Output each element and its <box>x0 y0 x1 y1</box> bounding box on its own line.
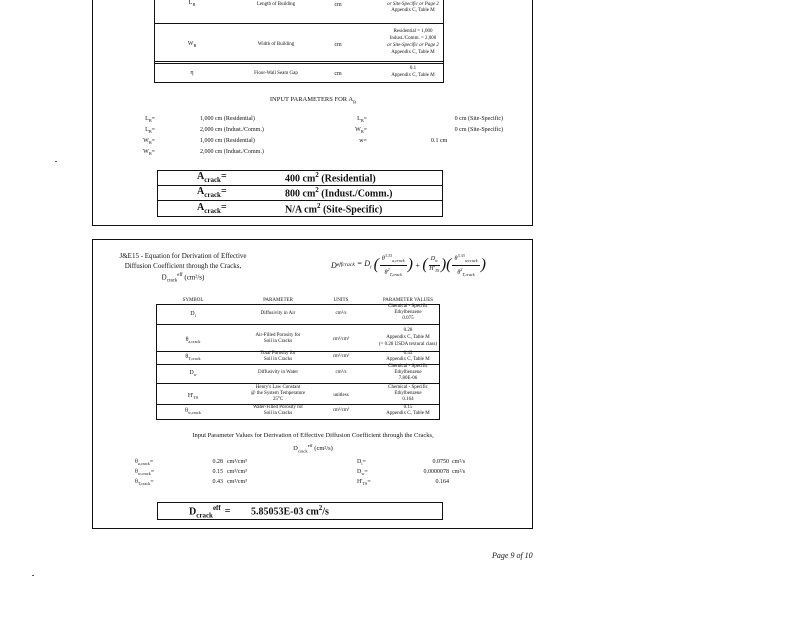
page-section-building-parameters <box>92 0 533 226</box>
table-row-symbol: $\theta_{a,crack}$ <box>185 337 201 345</box>
input2-left-sym-2: $\theta_{T,crack}=$ <box>135 479 154 487</box>
table-row-value: 0.15 <box>403 405 413 410</box>
table-row-units: unitless <box>333 393 349 398</box>
input-right-sym-1: $W_B=$ <box>355 127 367 135</box>
input-right-sym-0: $L_B=$ <box>357 116 367 124</box>
table-row-value: Chemical - Specific <box>388 364 428 369</box>
table-row-parameter: Soil in Cracks <box>263 339 293 344</box>
table-row-symbol: $\theta_{w,crack}$ <box>185 408 201 416</box>
table-row-value: Ethylbenzene <box>394 370 422 375</box>
input2-right-val-2: 0.164 <box>435 479 449 485</box>
param-width-of-building: Width of Building <box>257 42 295 47</box>
table-row-value: Appendix C, Table M <box>386 335 430 340</box>
input-left-val-0: 1,000 cm (Residential) <box>200 116 255 122</box>
input-left-sym-3: $W_B=$ <box>143 149 155 157</box>
input-values-title: Input Parameter Values for Derivation of Effective Diffusion Coefficient through the Cracks, <box>192 432 434 439</box>
input-left-val-1: 2,000 cm (Indust./Comm.) <box>200 127 264 133</box>
input-right-val-0: 0 cm (Site-Specific) <box>454 116 503 122</box>
table-row-units: cm³/cm³ <box>332 354 350 359</box>
table-row-parameter: @ the System Temperature <box>250 391 306 396</box>
table-row-units: cm²/s <box>335 311 347 316</box>
table-row-value: Chemical - Specific <box>388 385 428 390</box>
result-deff-label: $D_{crack}^{eff}$ = <box>189 504 231 520</box>
input2-right-sym-1: $D_w=$ <box>357 469 368 477</box>
table-row-parameter: Soil in Cracks <box>263 357 293 362</box>
input-left-val-2: 1,000 cm (Residential) <box>200 138 255 144</box>
input2-left-unit-2: cm³/cm³ <box>227 479 247 485</box>
value-wb-3: or Site-Specific or Page 2 <box>387 43 439 48</box>
table-row-value: 0.164 <box>402 397 414 402</box>
input2-left-sym-1: $\theta_{w,crack}=$ <box>135 469 155 477</box>
value-wb-4: Appendix C, Table M <box>391 50 435 55</box>
input-right-sym-2: w= <box>359 138 367 144</box>
input2-left-sym-0: $\theta_{a,crack}=$ <box>135 459 154 467</box>
param-floor-wall-seam-gap: Floor-Wall Seam Gap <box>254 71 298 76</box>
table-row-parameter: Soil in Cracks <box>263 411 293 416</box>
heading-line-3: $D_{crack}^{eff}$ (cm²/s) <box>161 273 205 284</box>
table-row-value: Appendix C, Table M <box>386 411 430 416</box>
result-label-1: $A_{crack}=$ <box>197 186 227 199</box>
header-parameter: PARAMETER <box>263 298 293 303</box>
input-params-title: INPUT PARAMETERS FOR $A_B$ <box>269 96 357 105</box>
input2-right-unit-1: cm²/s <box>452 469 466 475</box>
heading-line-2: Diffusion Coefficient through the Cracks, <box>124 262 242 270</box>
value-lb-3: Appendix C, Table M <box>391 8 435 13</box>
input2-right-unit-0: cm²/s <box>452 459 466 465</box>
input-right-val-2: 0.1 cm <box>431 138 448 144</box>
value-wb-1: Residential = 1,000 <box>393 29 433 34</box>
symbol-lb: $L_B$ <box>188 0 196 8</box>
table-row-symbol: $H'_{TS}$ <box>187 393 199 401</box>
header-symbol: SYMBOL <box>182 298 204 303</box>
table-row-value: Ethylbenzene <box>394 391 422 396</box>
input2-right-val-1: 0.0000078 <box>423 469 449 475</box>
table-row-value: 0.43 <box>403 351 413 356</box>
input-values-title-2: $D_{crack}^{eff}$ (cm²/s) <box>293 443 333 454</box>
header-units: UNITS <box>333 298 349 303</box>
table-row-value: 7.80E-06 <box>398 376 418 381</box>
diffusion-equation: D eff crack = $D_i$ ( $\frac{\theta^{3.33}_{a,crack}}{\theta^2_{T,crack}}$ ) + ( $\frac{D_w}{H'_{TS}}$ ) ( $\frac{\theta^{3.33}_{w,crack}}{\theta^2_{T,crack}}$ ) <box>331 253 486 277</box>
table-row-value: Ethylbenzene <box>394 310 422 315</box>
input2-left-val-1: 0.15 <box>212 469 223 475</box>
result-label-2: $A_{crack}=$ <box>197 202 227 215</box>
header-parameter-values: PARAMETER VALUES <box>382 298 434 303</box>
result-value-0: 400 $cm^2$ (Residential) <box>285 171 376 185</box>
table-row-parameter: Diffusivity in Water <box>258 370 298 375</box>
table-row-value: (= 0.28 USDA textural class) <box>378 342 438 347</box>
table-row-parameter: Total Porosity for <box>260 351 296 356</box>
page-section-effective-diffusion <box>92 239 533 529</box>
table-row-value: 0.28 <box>403 328 413 333</box>
input2-left-val-2: 0.43 <box>212 479 223 485</box>
units-eta: cm <box>334 71 342 77</box>
input2-left-unit-1: cm³/cm³ <box>227 469 247 475</box>
table-row-symbol: $D_i$ <box>190 311 196 319</box>
table-row-units: cm³/cm³ <box>332 408 350 413</box>
value-wb-2: Indust./Comm. = 2,000 <box>389 36 437 41</box>
table-row-parameter: Henry's Law Constant <box>255 385 301 390</box>
input2-left-val-0: 0.28 <box>212 459 223 465</box>
table-row-parameter: 25°C <box>272 397 284 402</box>
table-row-parameter: Air-Filled Porosity for <box>255 333 301 338</box>
table-row-parameter: Diffusivity in Air <box>260 311 296 316</box>
input2-right-val-0: 0.0750 <box>432 459 449 465</box>
value-eta-1: 0.1 <box>409 66 417 71</box>
value-eta-2: Appendix C, Table M <box>391 73 435 78</box>
table-row-value: Chemical - Specific <box>388 304 428 309</box>
heading-line-1: J&E15 - Equation for Derivation of Effective <box>119 252 247 260</box>
result-value-1: 800 $cm^2$ (Indust./Comm.) <box>285 186 393 200</box>
input2-right-sym-0: $D_i=$ <box>357 459 366 467</box>
table-row-symbol: $D_w$ <box>189 370 197 378</box>
result-label-0: $A_{crack}=$ <box>197 171 227 184</box>
input-left-sym-2: $W_B=$ <box>143 138 155 146</box>
table-row-parameter: Water-Filled Porosity for <box>252 405 304 410</box>
page-number: Page 9 of 10 <box>492 551 533 560</box>
symbol-wb: $W_B$ <box>187 41 197 49</box>
input2-left-unit-0: cm³/cm³ <box>227 459 247 465</box>
result-deff-value: 5.85053E-03 $cm^2/s$ <box>251 504 329 518</box>
symbol-eta: η <box>190 70 194 76</box>
param-length-of-building: Length of Building <box>256 2 296 7</box>
input2-right-sym-2: $H'_{TS}=$ <box>357 479 371 487</box>
input-left-val-3: 2,000 cm (Indust./Comm.) <box>200 149 264 155</box>
input-left-sym-0: $L_B=$ <box>145 116 155 124</box>
table-row-symbol: $\theta_{T,crack}$ <box>185 354 201 362</box>
units-lb: cm <box>334 2 342 8</box>
input-left-sym-1: $L_B=$ <box>145 127 155 135</box>
table-row-units: cm²/s <box>335 370 347 375</box>
result-value-2: N/A $cm^2$ (Site-Specific) <box>285 202 383 216</box>
table-row-value: 0.075 <box>402 316 414 321</box>
value-lb-2: or Site-Specific or Page 2 <box>387 2 439 7</box>
table-row-units: cm³/cm³ <box>332 337 350 342</box>
table-row-value: Appendix C, Table M <box>386 357 430 362</box>
units-wb: cm <box>334 42 342 48</box>
input-right-val-1: 0 cm (Site-Specific) <box>454 127 503 133</box>
